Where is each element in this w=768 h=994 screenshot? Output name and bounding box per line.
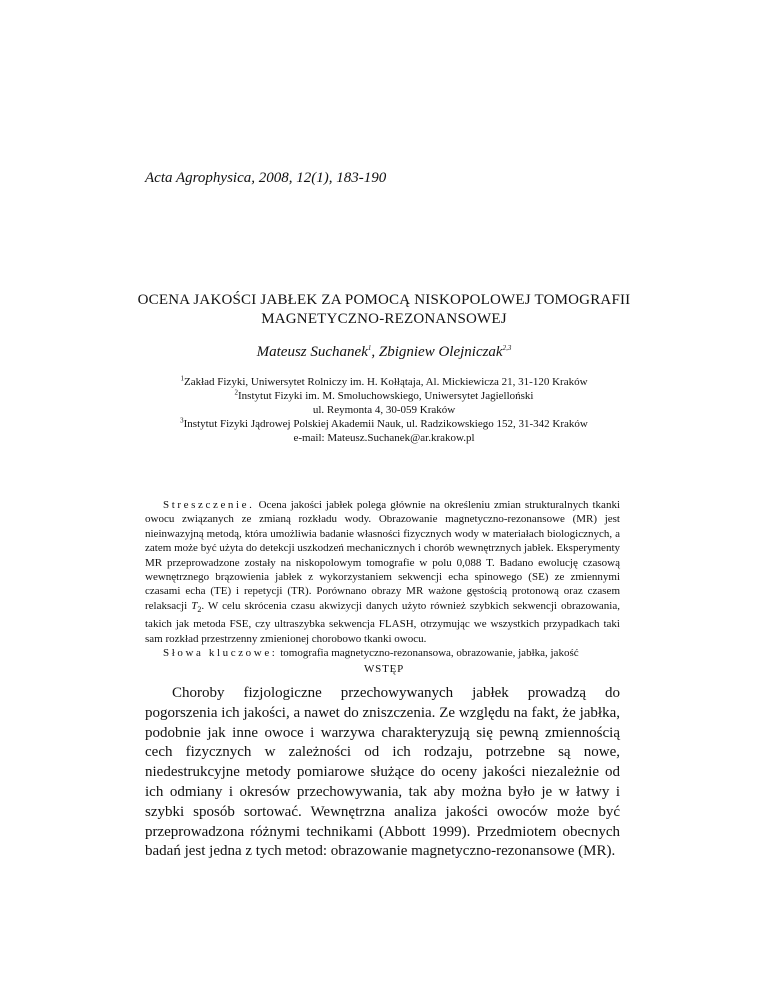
abstract-text-continued: . W celu skrócenia czasu akwizycji danych użyto również szybkich sekwencji obrazowania, takich jak metoda FSE, czy ultraszybka sekwencja FLASH, otrzymując we wszystkich przypadkach taki sam rozkład przestrzenny zmienionej chorobowo tkanki owocu. xyxy=(145,599,620,645)
section-heading: WSTĘP xyxy=(363,663,405,675)
keywords-label: Słowa kluczowe: xyxy=(163,647,278,660)
abstract xyxy=(145,498,620,661)
author-name: Mateusz Suchanek xyxy=(256,344,368,360)
title-line-2: MAGNETYCZNO-REZONANSOWEJ xyxy=(261,311,507,327)
author-separator: , xyxy=(371,344,379,360)
introduction xyxy=(145,684,620,862)
t2-symbol: T xyxy=(191,599,198,612)
keywords-text: tomografia magnetyczno-rezonansowa, obrazowanie, jabłka, jakość xyxy=(277,647,579,660)
affiliation-line xyxy=(130,375,638,389)
affiliation-text: ul. Reymonta 4, 30-059 Kraków xyxy=(312,404,456,416)
contact-email: e-mail: Mateusz.Suchanek@ar.krakow.pl xyxy=(293,432,475,444)
intro-paragraph: Choroby fizjologiczne przechowywanych jabłek prowadzą do pogorszenia ich jakości, a nawet do zniszczenia. Ze względu na fakt, że jabłka, podobnie jak inne owoce i warzywa charakteryzują się pewną zmiennością cech fizycznych w zależności od ich rodzaju, potrzebne są nowe, niedestrukcyjne metody pomiarowe służące do oceny jakości niezależnie od ich odmiany i okresów przechowywania, tak aby można było je w łatwy i szybki sposób sortować. Wewnętrzna analiza jakości owoców może być przeprowadzona różnymi technikami (Abbott 1999). Przedmiotem obecnych badań jest jedna z tych metod: obrazowanie magnetyczno-rezonansowe (MR). xyxy=(145,685,620,860)
title-line-1: OCENA JAKOŚCI JABŁEK ZA POMOCĄ NISKOPOLOWEJ TOMOGRAFII xyxy=(137,292,631,308)
affiliation-number: 2 xyxy=(234,388,239,397)
author-affiliation-ref: 1 xyxy=(367,344,372,352)
author-name: Zbigniew Olejniczak xyxy=(378,344,503,360)
affiliation-number: 1 xyxy=(180,374,184,383)
abstract-text: Ocena jakości jabłek polega głównie na określeniu zmian strukturalnych tkanki owocu związanych ze zmianą rozkładu wody. Obrazowanie magnetyczno-rezonansowe (MR) jest nieinwazyjną metodą, która umożliwia badanie własności fizycznych wody w materiałach biologicznych, a zatem może być użyta do detekcji uszkodzeń mechanicznych i chorób wewnętrznych jabłek. Eksperymenty MR przeprowadzone zostały na niskopolowym tomografie w polu 0,088 T. Badano ewolucję czasową wewnętrznego brązowienia jabłek z wykorzystaniem sekwencji echa spinowego (SE) ze zmiennymi czasami echa (TE) i repetycji (TR). Porównano obrazy MR ważone gęstością protonową oraz czasem relaksacji xyxy=(145,499,620,612)
author-list xyxy=(100,344,668,361)
abstract-label: Streszczenie. xyxy=(163,499,255,511)
affiliation-text: Zakład Fizyki, Uniwersytet Rolniczy im. H. Kołłątaja, Al. Mickiewicza 21, 31-120 Kraków xyxy=(183,376,588,388)
abstract-paragraph xyxy=(145,498,620,646)
journal-citation: Acta Agrophysica, 2008, 12(1), 183-190 xyxy=(145,170,387,186)
author-affiliation-ref: 2,3 xyxy=(502,344,512,352)
affiliation-line xyxy=(130,403,638,417)
keywords xyxy=(145,646,620,660)
affiliation-number: 3 xyxy=(180,416,184,425)
article-title xyxy=(100,291,668,329)
affiliation-line xyxy=(130,389,638,403)
affiliation-text: Instytut Fizyki im. M. Smoluchowskiego, Uniwersytet Jagielloński xyxy=(238,390,534,402)
affiliations xyxy=(130,375,638,445)
affiliation-line xyxy=(130,417,638,431)
affiliation-text: Instytut Fizyki Jądrowej Polskiej Akademii Nauk, ul. Radzikowskiego 152, 31-342 Kraków xyxy=(183,418,588,430)
t2-subscript: 2 xyxy=(197,605,202,615)
